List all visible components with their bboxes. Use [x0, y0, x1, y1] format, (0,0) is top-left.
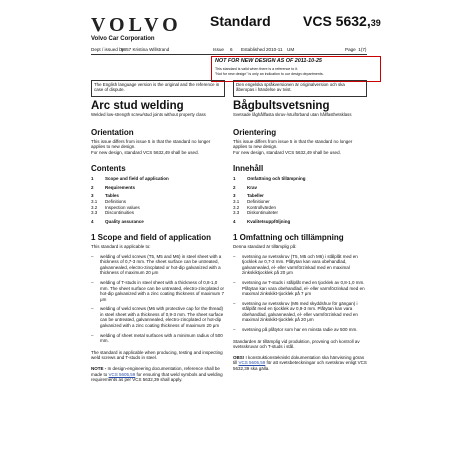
doc-subtitle-sv: Svetsade låghållfasta skruv-/stuiförband utan hållfasthetsklass: [233, 112, 352, 117]
dash-marker: –: [91, 253, 94, 259]
doc-title-sv: Bågbultsvetsning: [233, 100, 330, 112]
toc-item: [233, 176, 367, 182]
dash-marker: –: [91, 279, 94, 285]
toc-number: 4: [91, 218, 94, 224]
scope-closing-sv: Standarden är tillämplig vid produktion, provning och kontroll av svetsskruvar och T-studs i stål.: [233, 338, 360, 350]
reference-link-sv[interactable]: VCS 5605,59: [238, 360, 266, 366]
list-item: [233, 280, 367, 297]
toc-item: [233, 185, 367, 191]
header-rule: [91, 54, 367, 55]
toc-item: [91, 210, 225, 216]
dash-marker: –: [91, 332, 94, 338]
toc-number: 2: [91, 184, 94, 190]
doc-type: Standard: [210, 13, 271, 29]
list-item: [91, 333, 225, 344]
dash-marker: –: [233, 279, 236, 285]
not-for-new-design-notice: NOT FOR NEW DESIGN AS OF 2011-10-25 This standard is valid when there is a reference to it. "Not for new design" is only an indication to our design departments.: [211, 56, 381, 82]
list-item: [233, 254, 367, 276]
toc-number: 2: [233, 184, 236, 190]
dash-marker: –: [91, 306, 94, 312]
toc-label: Kontrollvärden: [247, 204, 277, 210]
contents-heading: Contents: [91, 164, 126, 174]
toc-item: [91, 185, 225, 191]
toc-label: Definitioner: [247, 199, 270, 205]
toc-label: Diskontinuiteter: [247, 210, 279, 216]
toc-number: 3: [91, 193, 94, 199]
scope-intro: This standard is applicable to:: [91, 243, 151, 249]
scope-bullets: [91, 254, 225, 344]
toc-label: Krav: [247, 184, 258, 190]
reference-link[interactable]: VCS 5605,59: [108, 371, 136, 377]
list-item-text: svetsning av svetsskruv (T5, M5 och M6) i stålplåt med en tjocklek av 0,7-3 mm. Plåtytan kan vara obehandlad, galvannealed, el- eller varmförzinkad med en maximal zinkskiktjocklek på 20 μm: [242, 253, 358, 276]
toc-number: 3.3: [233, 210, 240, 216]
toc-label: Inspection values: [105, 204, 140, 210]
language-note-sv: Den engelska språkversionen är originalversion och ska åberopas i händelse av tvist.: [233, 80, 367, 97]
toc-number: 3: [233, 193, 236, 199]
list-item: [91, 280, 225, 302]
scope-note-sv: OBS! I konstruktionstekniskt dokumentation ska hänvisning göras till VCS 5605,59 för att svetsbeteckningar och svetskrav enligt VCS 5632,39 ska gälla.: [233, 354, 367, 372]
contents-list-sv: [233, 176, 367, 224]
toc-label: Discontinuities: [105, 210, 135, 216]
list-item-text: welding of T-studs in steel sheet with a thickness of 0,8-1,0 mm. The sheet surface can be untreated, electro-zincplated or hot-dip galvanized with a zinc coating thickness of maximum 7 μm: [100, 279, 225, 302]
toc-item: [91, 176, 225, 182]
toc-label: Scope and field of application: [105, 176, 169, 182]
toc-label: Quality assurance: [105, 218, 144, 224]
toc-label: Omfattning och tillämpning: [247, 176, 306, 182]
list-item-text: welding of sheet metal surfaces with a minimum radius of 500 mm.: [100, 332, 223, 344]
toc-label: Tabeller: [247, 193, 264, 199]
list-item: [233, 301, 367, 323]
toc-number: 3.3: [91, 210, 98, 216]
toc-label: Tables: [105, 193, 119, 199]
toc-item: [233, 210, 367, 216]
toc-label: Definitions: [105, 199, 127, 205]
list-item: [233, 327, 367, 333]
list-item: [91, 306, 225, 328]
scope-note: NOTE - In design-engineering documentation, reference shall be made to VCS 5605,59 for ensuring that weld symbols and welding requirements as per VCS 5632,39 shall apply.: [91, 366, 223, 383]
list-item-text: svetsning av T-studs i stålplåt med en tjocklek av 0,8-1,0 mm. Plåtytan kan vara obehandlad, el- eller varmförzinkad med en maximal zinkskikt-tjocklek på 7 μm: [242, 279, 365, 297]
toc-number: 3.2: [233, 204, 240, 210]
contents-heading-sv: Innehåll: [233, 164, 264, 174]
scope-intro-sv: Denna standard är tillämplig på:: [233, 243, 297, 249]
contents-list: [91, 176, 225, 224]
orientation-text-sv-2: For new design, standard VCS 5632,49 shall be used.: [233, 149, 341, 155]
scope-heading-sv: 1 Omfattning och tillämpning: [233, 233, 344, 243]
language-note-en: The English language version is the original and the reference in case of dispute.: [91, 80, 225, 97]
dash-marker: –: [233, 327, 236, 333]
orientation-heading-sv: Orientering: [233, 128, 277, 137]
scope-heading: 1 Scope and field of application: [91, 233, 212, 243]
list-item-text: welding of weld screws (M6 with protective cap for the thread) in steel sheet with a thickness of 0,9-3 mm. The sheet surface can be untreated, galvannealed, electro-zincplated or hot-dip galvanized with a zinc coating thickness of maximum 20 μm: [100, 306, 224, 329]
list-item-text: svetsning av svetsskruv (M6 med skyddshuv för gängan) i stålplåt med en tjocklek av 0,9-3 mm. Plåtytan kan vara obehandlad, galvannealed, el- eller varmförzinkad med en maximal zinkskikt-tjocklek på 20 μm: [242, 300, 358, 323]
doc-title: Arc stud welding: [91, 100, 184, 112]
scope-closing: The standard is applicable when producing, testing and inspecting weld screws and T-studs in steel.: [91, 349, 223, 361]
doc-subtitle: Welded low-strength screw/stud joints without property class: [91, 112, 206, 117]
dash-marker: –: [233, 253, 236, 259]
toc-number: 3.2: [91, 204, 98, 210]
english-column: [91, 100, 225, 383]
toc-number: 1: [91, 176, 94, 182]
standard-number: VCS 5632,39: [303, 13, 381, 29]
toc-number: 3.1: [233, 199, 240, 205]
dash-marker: –: [233, 300, 236, 306]
toc-number: 4: [233, 218, 236, 224]
toc-item: [91, 219, 225, 225]
list-item: [91, 254, 225, 276]
swedish-column: [233, 100, 367, 372]
orientation-text-sv: This issue differs from issue 5 in that the standard no longer applies to new design.: [233, 138, 353, 150]
list-item-text: svetsning på plåtytor som har en minsta radie av 500 mm.: [242, 327, 358, 333]
scope-bullets-sv: [233, 254, 367, 333]
toc-label: Kvalitetsuppföljning: [247, 218, 291, 224]
orientation-heading: Orientation: [91, 128, 134, 137]
toc-label: Requirements: [105, 184, 136, 190]
volvo-logo: VOLVO: [91, 14, 182, 36]
page-number: Page 1(7): [345, 47, 367, 52]
toc-number: 3.1: [91, 199, 98, 205]
toc-item: [233, 219, 367, 225]
corporation-name: Volvo Car Corporation: [91, 36, 155, 42]
toc-number: 1: [233, 176, 236, 182]
orientation-text-2: For new design, standard VCS 5632,49 shall be used.: [91, 149, 199, 155]
orientation-text: This issue differs from issue 5 in that the standard no longer applies to new design.: [91, 138, 211, 150]
list-item-text: welding of weld screws (T5, M5 and M6) in steel sheet with a thickness of 0,7-3 mm. The sheet surface can be untreated, galvannealed, electro-zincplated or hot-dip galvanized with a thickness of maximum 20 μm: [100, 253, 222, 276]
